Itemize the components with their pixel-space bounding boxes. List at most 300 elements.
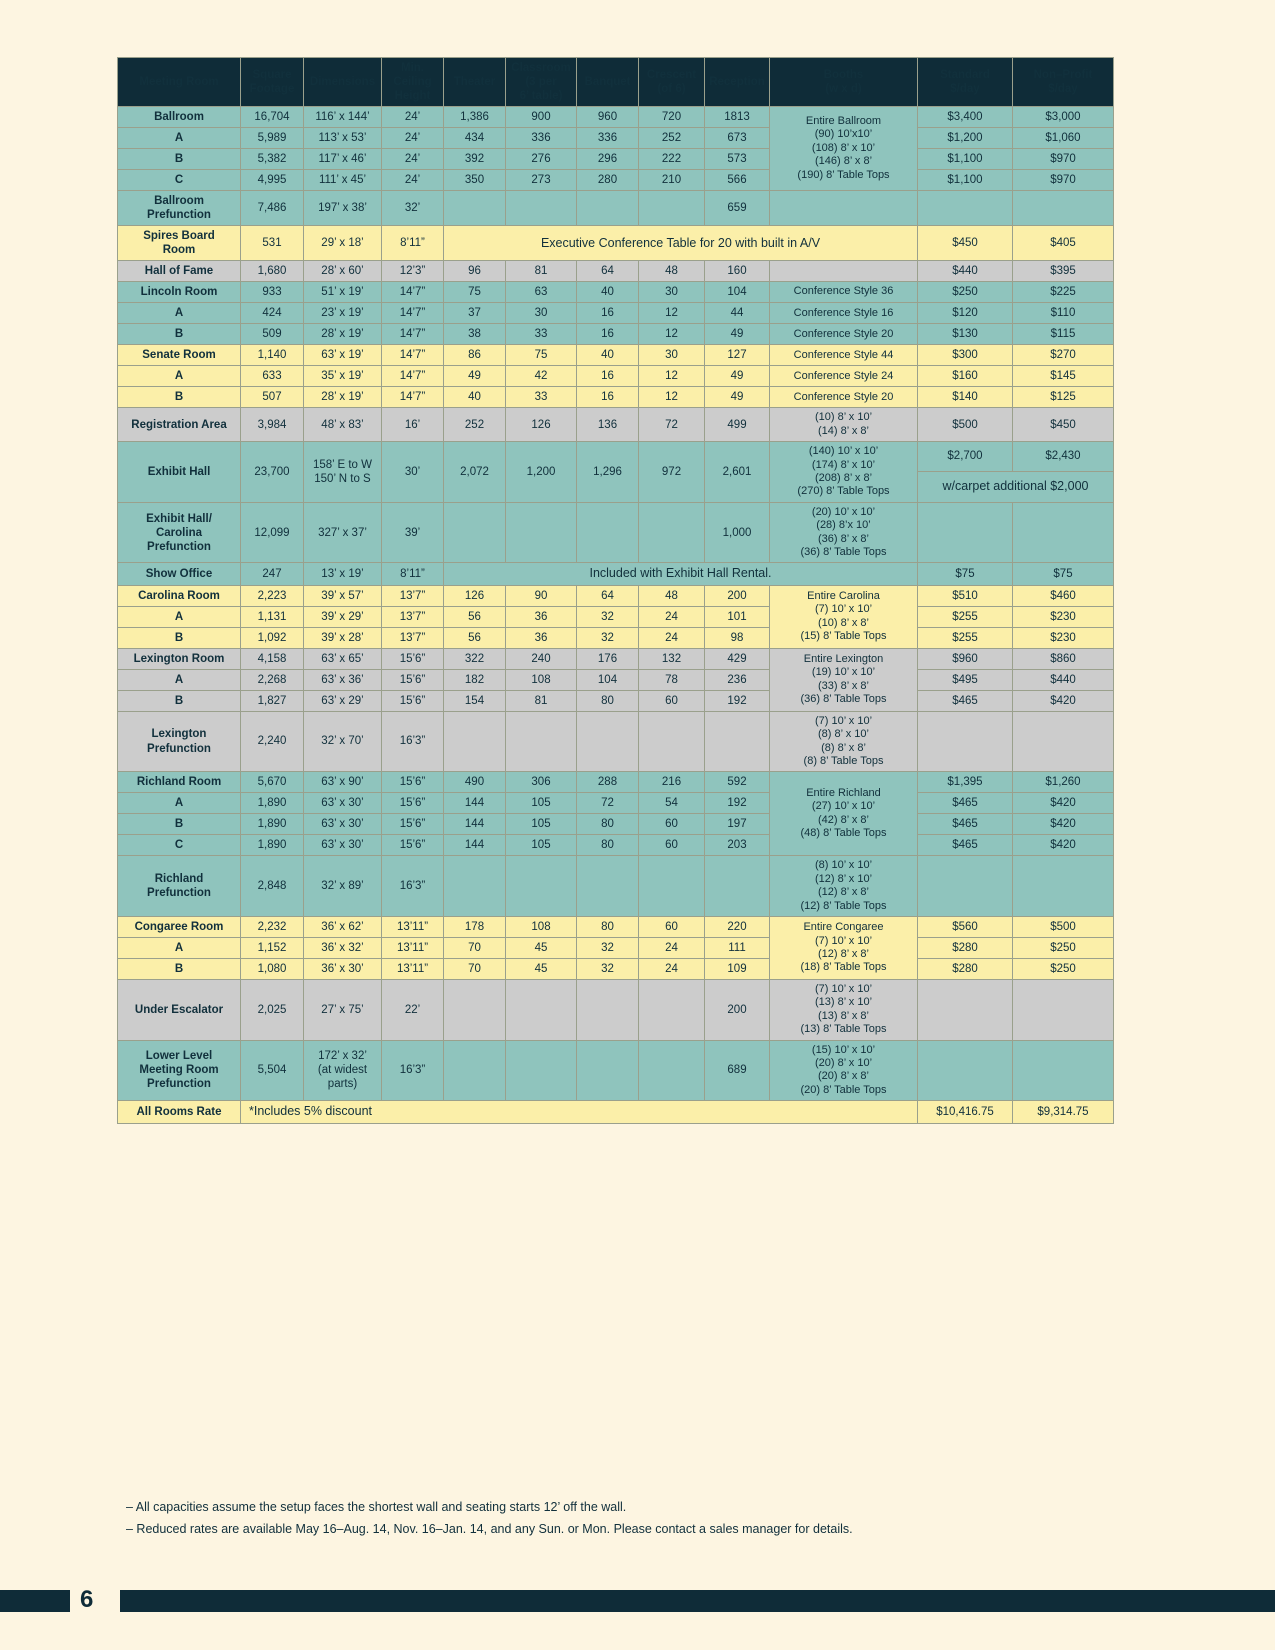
table-row — [118, 324, 1114, 345]
cell-banquet: 16 — [577, 366, 639, 387]
cell-theater — [444, 502, 506, 563]
cell-standard-rate — [918, 711, 1013, 772]
cell-banquet: 16 — [577, 303, 639, 324]
header-row — [118, 58, 1114, 107]
cell-min-ceiling-height: 16’3” — [382, 711, 444, 772]
cell-non-profit-rate — [1013, 502, 1114, 563]
cell-square-footage: 1,152 — [241, 938, 304, 959]
cell-booths: (7) 10’ x 10’ (8) 8’ x 10’ (8) 8’ x 8’ (8) 8’ Table Tops — [770, 711, 918, 772]
cell-crescent — [639, 191, 705, 226]
cell-crescent: 24 — [639, 627, 705, 648]
header-line: $/day — [1048, 83, 1078, 96]
cell-reception: 197 — [705, 814, 770, 835]
table-row — [118, 128, 1114, 149]
cell-classroom: 240 — [506, 648, 577, 669]
cell-crescent — [639, 856, 705, 917]
cell-min-ceiling-height: 14’7” — [382, 324, 444, 345]
cell-booths: (15) 10’ x 10’ (20) 8’ x 10’ (20) 8’ x 8’ (20) 8’ Table Tops — [770, 1040, 918, 1101]
cell-standard-rate: $140 — [918, 387, 1013, 408]
cell-classroom: 105 — [506, 793, 577, 814]
cell-reception: 160 — [705, 261, 770, 282]
cell-dimensions: 63’ x 30’ — [304, 835, 382, 856]
cell-non-profit-rate — [1013, 856, 1114, 917]
table-row — [118, 442, 1114, 471]
cell-standard-rate — [918, 191, 1013, 226]
cell-theater: 38 — [444, 324, 506, 345]
cell-crescent: 222 — [639, 149, 705, 170]
cell-non-profit-rate: $3,000 — [1013, 107, 1114, 128]
header-line: Square — [252, 69, 292, 81]
cell-dimensions: 63’ x 30’ — [304, 793, 382, 814]
row-label-b: B — [118, 627, 241, 648]
row-label-exhibit-hall-carolina-prefunction: Exhibit Hall/ Carolina Prefunction — [118, 502, 241, 563]
column-header-booths — [770, 58, 918, 107]
cell-theater: 37 — [444, 303, 506, 324]
cell-crescent: 12 — [639, 387, 705, 408]
cell-square-footage: 4,995 — [241, 170, 304, 191]
cell-theater: 392 — [444, 149, 506, 170]
cell-dimensions: 13’ x 19’ — [304, 563, 382, 585]
cell-reception: 98 — [705, 627, 770, 648]
cell-crescent: 24 — [639, 938, 705, 959]
cell-square-footage: 1,890 — [241, 793, 304, 814]
cell-classroom: 33 — [506, 324, 577, 345]
cell-theater: 178 — [444, 917, 506, 938]
cell-crescent: 24 — [639, 959, 705, 980]
table-row — [118, 959, 1114, 980]
cell-theater: 434 — [444, 128, 506, 149]
cell-non-profit-rate: $420 — [1013, 835, 1114, 856]
cell-reception: 566 — [705, 170, 770, 191]
cell-dimensions: 36’ x 30’ — [304, 959, 382, 980]
cell-square-footage: 5,989 — [241, 128, 304, 149]
cell-banquet — [577, 980, 639, 1041]
cell-dimensions: 29’ x 18’ — [304, 226, 382, 261]
cell-classroom: 63 — [506, 282, 577, 303]
table-row — [118, 585, 1114, 606]
cell-reception: 49 — [705, 324, 770, 345]
cell-reception: 44 — [705, 303, 770, 324]
cell-non-profit-rate: $75 — [1013, 563, 1114, 585]
cell-crescent: 60 — [639, 835, 705, 856]
table-row — [118, 917, 1114, 938]
cell-min-ceiling-height: 13’7” — [382, 585, 444, 606]
row-label-b: B — [118, 959, 241, 980]
column-header-theater — [444, 58, 506, 107]
cell-dimensions: 63’ x 90’ — [304, 772, 382, 793]
cell-theater: 144 — [444, 835, 506, 856]
cell-booths: Conference Style 20 — [770, 387, 918, 408]
page-footer — [0, 1586, 1275, 1614]
booths-entire-ballroom: Entire Ballroom (90) 10’x10’ (108) 8’ x 10’ (146) 8’ x 8’ (190) 8’ Table Tops — [770, 107, 918, 191]
cell-crescent: 210 — [639, 170, 705, 191]
table-row — [118, 107, 1114, 128]
cell-non-profit-rate: $115 — [1013, 324, 1114, 345]
cell-min-ceiling-height: 16’3” — [382, 1040, 444, 1101]
cell-theater: 70 — [444, 959, 506, 980]
row-label-a: A — [118, 669, 241, 690]
table-row — [118, 408, 1114, 442]
cell-standard-rate: $250 — [918, 282, 1013, 303]
cell-banquet: 336 — [577, 128, 639, 149]
cell-min-ceiling-height: 30’ — [382, 442, 444, 503]
cell-non-profit-rate: $230 — [1013, 627, 1114, 648]
booths-entire-carolina: Entire Carolina (7) 10’ x 10’ (10) 8’ x 8’ (15) 8’ Table Tops — [770, 585, 918, 648]
cell-theater: 252 — [444, 408, 506, 442]
cell-min-ceiling-height: 13’11” — [382, 938, 444, 959]
cell-reception: 104 — [705, 282, 770, 303]
cell-theater: 75 — [444, 282, 506, 303]
row-label-richland-room: Richland Room — [118, 772, 241, 793]
column-header-banquet — [577, 58, 639, 107]
cell-classroom: 105 — [506, 835, 577, 856]
cell-banquet: 32 — [577, 938, 639, 959]
cell-non-profit-rate: $110 — [1013, 303, 1114, 324]
cell-non-profit-rate: $250 — [1013, 959, 1114, 980]
cell-dimensions: 63’ x 29’ — [304, 690, 382, 711]
cell-min-ceiling-height: 14’7” — [382, 387, 444, 408]
cell-standard-rate: $3,400 — [918, 107, 1013, 128]
cell-standard-rate: $160 — [918, 366, 1013, 387]
cell-booths: Conference Style 44 — [770, 345, 918, 366]
row-label-a: A — [118, 128, 241, 149]
cell-square-footage: 531 — [241, 226, 304, 261]
cell-non-profit-rate: $420 — [1013, 690, 1114, 711]
cell-banquet: 32 — [577, 606, 639, 627]
row-label-a: A — [118, 938, 241, 959]
cell-square-footage: 12,099 — [241, 502, 304, 563]
cell-banquet: 136 — [577, 408, 639, 442]
cell-theater: 322 — [444, 648, 506, 669]
cell-classroom: 45 — [506, 959, 577, 980]
cell-non-profit-rate: $1,060 — [1013, 128, 1114, 149]
cell-theater: 40 — [444, 387, 506, 408]
cell-min-ceiling-height: 12’3” — [382, 261, 444, 282]
cell-non-profit-rate: $145 — [1013, 366, 1114, 387]
cell-non-profit-rate: $860 — [1013, 648, 1114, 669]
header-line: Non–Profit — [1033, 69, 1093, 81]
cell-booths — [770, 191, 918, 226]
cell-non-profit-rate: $440 — [1013, 669, 1114, 690]
cell-non-profit-rate: $250 — [1013, 938, 1114, 959]
cell-non-profit-rate — [1013, 1040, 1114, 1101]
header-line: Reception — [709, 76, 765, 89]
cell-banquet: 80 — [577, 814, 639, 835]
cell-standard-rate: $500 — [918, 408, 1013, 442]
cell-non-profit-rate: $1,260 — [1013, 772, 1114, 793]
cell-square-footage: 23,700 — [241, 442, 304, 503]
row-label-a: A — [118, 793, 241, 814]
cell-booths: (140) 10’ x 10’ (174) 8’ x 10’ (208) 8’ x 8’ (270) 8’ Table Tops — [770, 442, 918, 503]
cell-reception — [705, 856, 770, 917]
cell-crescent: 12 — [639, 324, 705, 345]
cell-classroom — [506, 502, 577, 563]
cell-booths: Conference Style 36 — [770, 282, 918, 303]
cell-standard-rate: $75 — [918, 563, 1013, 585]
table-row — [118, 648, 1114, 669]
cell-reception: 2,601 — [705, 442, 770, 503]
cell-dimensions: 327’ x 37’ — [304, 502, 382, 563]
table-row — [118, 303, 1114, 324]
row-label-c: C — [118, 835, 241, 856]
cell-non-profit-rate: $125 — [1013, 387, 1114, 408]
header-line: Dimensions — [309, 76, 376, 89]
column-header-reception — [705, 58, 770, 107]
cell-min-ceiling-height: 24’ — [382, 107, 444, 128]
cell-min-ceiling-height: 14’7” — [382, 303, 444, 324]
cell-standard-rate: $1,100 — [918, 149, 1013, 170]
cell-min-ceiling-height: 15’6” — [382, 690, 444, 711]
cell-square-footage: 1,131 — [241, 606, 304, 627]
cell-standard-rate: $10,416.75 — [918, 1101, 1013, 1123]
row-label-b: B — [118, 814, 241, 835]
cell-non-profit-rate — [1013, 711, 1114, 772]
cell-theater: 144 — [444, 814, 506, 835]
cell-dimensions: 36’ x 32’ — [304, 938, 382, 959]
cell-classroom — [506, 856, 577, 917]
table-body — [118, 107, 1114, 1124]
table-row — [118, 980, 1114, 1041]
table-row — [118, 282, 1114, 303]
cell-square-footage: 247 — [241, 563, 304, 585]
cell-crescent — [639, 980, 705, 1041]
booths-entire-richland: Entire Richland (27) 10’ x 10’ (42) 8’ x 8’ (48) 8’ Table Tops — [770, 772, 918, 856]
cell-min-ceiling-height: 16’ — [382, 408, 444, 442]
cell-reception: 192 — [705, 690, 770, 711]
row-label-a: A — [118, 366, 241, 387]
cell-min-ceiling-height: 15’6” — [382, 814, 444, 835]
cell-classroom — [506, 1040, 577, 1101]
cell-square-footage: 5,504 — [241, 1040, 304, 1101]
cell-square-footage: 633 — [241, 366, 304, 387]
cell-non-profit-rate: $460 — [1013, 585, 1114, 606]
row-label-all-rooms-rate: All Rooms Rate — [118, 1101, 241, 1123]
all-rooms-discount-note: *Includes 5% discount — [241, 1101, 918, 1123]
cell-standard-rate: $300 — [918, 345, 1013, 366]
cell-classroom: 42 — [506, 366, 577, 387]
table-row — [118, 502, 1114, 563]
table-header — [118, 58, 1114, 107]
cell-non-profit-rate: $395 — [1013, 261, 1114, 282]
cell-dimensions: 63’ x 65’ — [304, 648, 382, 669]
cell-dimensions: 35’ x 19’ — [304, 366, 382, 387]
header-line: Min. — [401, 62, 424, 74]
header-line: Booths — [823, 69, 864, 81]
cell-standard-rate: $510 — [918, 585, 1013, 606]
cell-banquet: 80 — [577, 835, 639, 856]
cell-banquet: 1,296 — [577, 442, 639, 503]
cell-classroom: 81 — [506, 261, 577, 282]
row-label-b: B — [118, 149, 241, 170]
cell-standard-rate: $440 — [918, 261, 1013, 282]
cell-standard-rate: $255 — [918, 606, 1013, 627]
cell-square-footage: 1,680 — [241, 261, 304, 282]
header-line: 6’ table) — [519, 90, 563, 103]
cell-banquet — [577, 711, 639, 772]
booths-entire-congaree: Entire Congaree (7) 10’ x 10’ (12) 8’ x 8’ (18) 8’ Table Tops — [770, 917, 918, 980]
header-line: Theater — [453, 76, 496, 89]
cell-standard-rate: $465 — [918, 835, 1013, 856]
cell-square-footage: 1,890 — [241, 835, 304, 856]
cell-standard-rate — [918, 1040, 1013, 1101]
cell-crescent: 54 — [639, 793, 705, 814]
footnote-capacities: – All capacities assume the setup faces the shortest wall and seating starts 12’ off the wall. — [126, 1500, 627, 1514]
cell-crescent: 972 — [639, 442, 705, 503]
cell-square-footage: 1,092 — [241, 627, 304, 648]
cell-dimensions: 48’ x 83’ — [304, 408, 382, 442]
cell-min-ceiling-height: 13’7” — [382, 606, 444, 627]
row-label-hall-of-fame: Hall of Fame — [118, 261, 241, 282]
cell-standard-rate: $2,700 — [918, 442, 1013, 471]
cell-reception: 592 — [705, 772, 770, 793]
row-label-under-escalator: Under Escalator — [118, 980, 241, 1041]
table-row — [118, 690, 1114, 711]
cell-theater: 96 — [444, 261, 506, 282]
table-row — [118, 563, 1114, 585]
cell-reception: 109 — [705, 959, 770, 980]
cell-reception: 127 — [705, 345, 770, 366]
header-line: Footage — [249, 83, 295, 96]
cell-classroom: 108 — [506, 917, 577, 938]
row-label-show-office: Show Office — [118, 563, 241, 585]
cell-min-ceiling-height: 24’ — [382, 170, 444, 191]
row-label-congaree-room: Congaree Room — [118, 917, 241, 938]
cell-non-profit-rate: $970 — [1013, 170, 1114, 191]
table-row — [118, 814, 1114, 835]
cell-reception — [705, 711, 770, 772]
header-line: (of 6) — [657, 83, 686, 96]
cell-reception: 101 — [705, 606, 770, 627]
cell-standard-rate: $560 — [918, 917, 1013, 938]
cell-dimensions: 28’ x 19’ — [304, 324, 382, 345]
cell-dimensions: 39’ x 29’ — [304, 606, 382, 627]
column-header-standard-rate — [918, 58, 1013, 107]
cell-dimensions: 28’ x 60’ — [304, 261, 382, 282]
row-label-lexington-prefunction: Lexington Prefunction — [118, 711, 241, 772]
cell-classroom: 81 — [506, 690, 577, 711]
cell-min-ceiling-height: 8’11” — [382, 563, 444, 585]
cell-crescent: 24 — [639, 606, 705, 627]
cell-theater: 144 — [444, 793, 506, 814]
cell-banquet: 40 — [577, 282, 639, 303]
cell-square-footage: 1,140 — [241, 345, 304, 366]
cell-dimensions: 36’ x 62’ — [304, 917, 382, 938]
cell-dimensions: 39’ x 28’ — [304, 627, 382, 648]
footer-bar-left — [0, 1590, 70, 1612]
cell-crescent: 12 — [639, 303, 705, 324]
cell-reception: 49 — [705, 366, 770, 387]
cell-square-footage: 1,890 — [241, 814, 304, 835]
cell-dimensions: 113’ x 53’ — [304, 128, 382, 149]
cell-standard-rate — [918, 502, 1013, 563]
cell-crescent: 252 — [639, 128, 705, 149]
header-line: Height — [394, 90, 431, 103]
cell-reception: 200 — [705, 980, 770, 1041]
cell-standard-rate — [918, 980, 1013, 1041]
cell-theater: 1,386 — [444, 107, 506, 128]
cell-min-ceiling-height: 39’ — [382, 502, 444, 563]
column-header-classroom — [506, 58, 577, 107]
cell-banquet: 64 — [577, 585, 639, 606]
column-header-non-profit-rate — [1013, 58, 1114, 107]
cell-standard-rate: $495 — [918, 669, 1013, 690]
cell-classroom: 273 — [506, 170, 577, 191]
cell-standard-rate: $280 — [918, 959, 1013, 980]
cell-dimensions: 32’ x 89’ — [304, 856, 382, 917]
header-line: Classroom — [511, 62, 571, 74]
page-number: 6 — [80, 1586, 94, 1613]
cell-square-footage: 2,268 — [241, 669, 304, 690]
cell-classroom: 36 — [506, 606, 577, 627]
cell-theater: 56 — [444, 627, 506, 648]
column-header-crescent — [639, 58, 705, 107]
cell-min-ceiling-height: 13’11” — [382, 917, 444, 938]
cell-classroom — [506, 980, 577, 1041]
cell-booths — [770, 261, 918, 282]
cell-theater: 490 — [444, 772, 506, 793]
cell-banquet: 960 — [577, 107, 639, 128]
cell-min-ceiling-height: 15’6” — [382, 669, 444, 690]
cell-reception: 573 — [705, 149, 770, 170]
cell-theater: 56 — [444, 606, 506, 627]
cell-classroom — [506, 711, 577, 772]
header-line: Meeting Room — [139, 76, 219, 89]
cell-standard-rate: $450 — [918, 226, 1013, 261]
cell-dimensions: 28’ x 19’ — [304, 387, 382, 408]
cell-dimensions: 116’ x 144’ — [304, 107, 382, 128]
cell-reception: 200 — [705, 585, 770, 606]
cell-booths: Conference Style 16 — [770, 303, 918, 324]
cell-reception: 1813 — [705, 107, 770, 128]
cell-square-footage: 5,670 — [241, 772, 304, 793]
cell-standard-rate — [918, 856, 1013, 917]
cell-banquet: 80 — [577, 917, 639, 938]
cell-non-profit-rate: $970 — [1013, 149, 1114, 170]
cell-reception: 689 — [705, 1040, 770, 1101]
meeting-room-capacity-table — [117, 57, 1114, 1124]
cell-classroom — [506, 191, 577, 226]
cell-theater: 350 — [444, 170, 506, 191]
cell-crescent: 48 — [639, 261, 705, 282]
row-label-b: B — [118, 690, 241, 711]
cell-classroom: 45 — [506, 938, 577, 959]
note-exhibit-hall-carpet: w/carpet additional $2,000 — [918, 471, 1114, 502]
cell-reception: 49 — [705, 387, 770, 408]
cell-banquet: 72 — [577, 793, 639, 814]
cell-banquet: 288 — [577, 772, 639, 793]
cell-dimensions: 63’ x 30’ — [304, 814, 382, 835]
cell-crescent: 30 — [639, 282, 705, 303]
cell-banquet: 40 — [577, 345, 639, 366]
table-row — [118, 387, 1114, 408]
cell-standard-rate: $1,395 — [918, 772, 1013, 793]
cell-min-ceiling-height: 15’6” — [382, 793, 444, 814]
cell-theater: 2,072 — [444, 442, 506, 503]
cell-theater — [444, 1040, 506, 1101]
cell-classroom: 900 — [506, 107, 577, 128]
note-spires-board-room: Executive Conference Table for 20 with built in A/V — [444, 226, 918, 261]
cell-min-ceiling-height: 32’ — [382, 191, 444, 226]
cell-banquet: 16 — [577, 324, 639, 345]
cell-banquet — [577, 191, 639, 226]
cell-banquet — [577, 856, 639, 917]
cell-non-profit-rate: $2,430 — [1013, 442, 1114, 471]
cell-booths: (7) 10’ x 10’ (13) 8’ x 10’ (13) 8’ x 8’ (13) 8’ Table Tops — [770, 980, 918, 1041]
cell-square-footage: 424 — [241, 303, 304, 324]
cell-banquet: 104 — [577, 669, 639, 690]
cell-dimensions: 39’ x 57’ — [304, 585, 382, 606]
cell-square-footage: 507 — [241, 387, 304, 408]
